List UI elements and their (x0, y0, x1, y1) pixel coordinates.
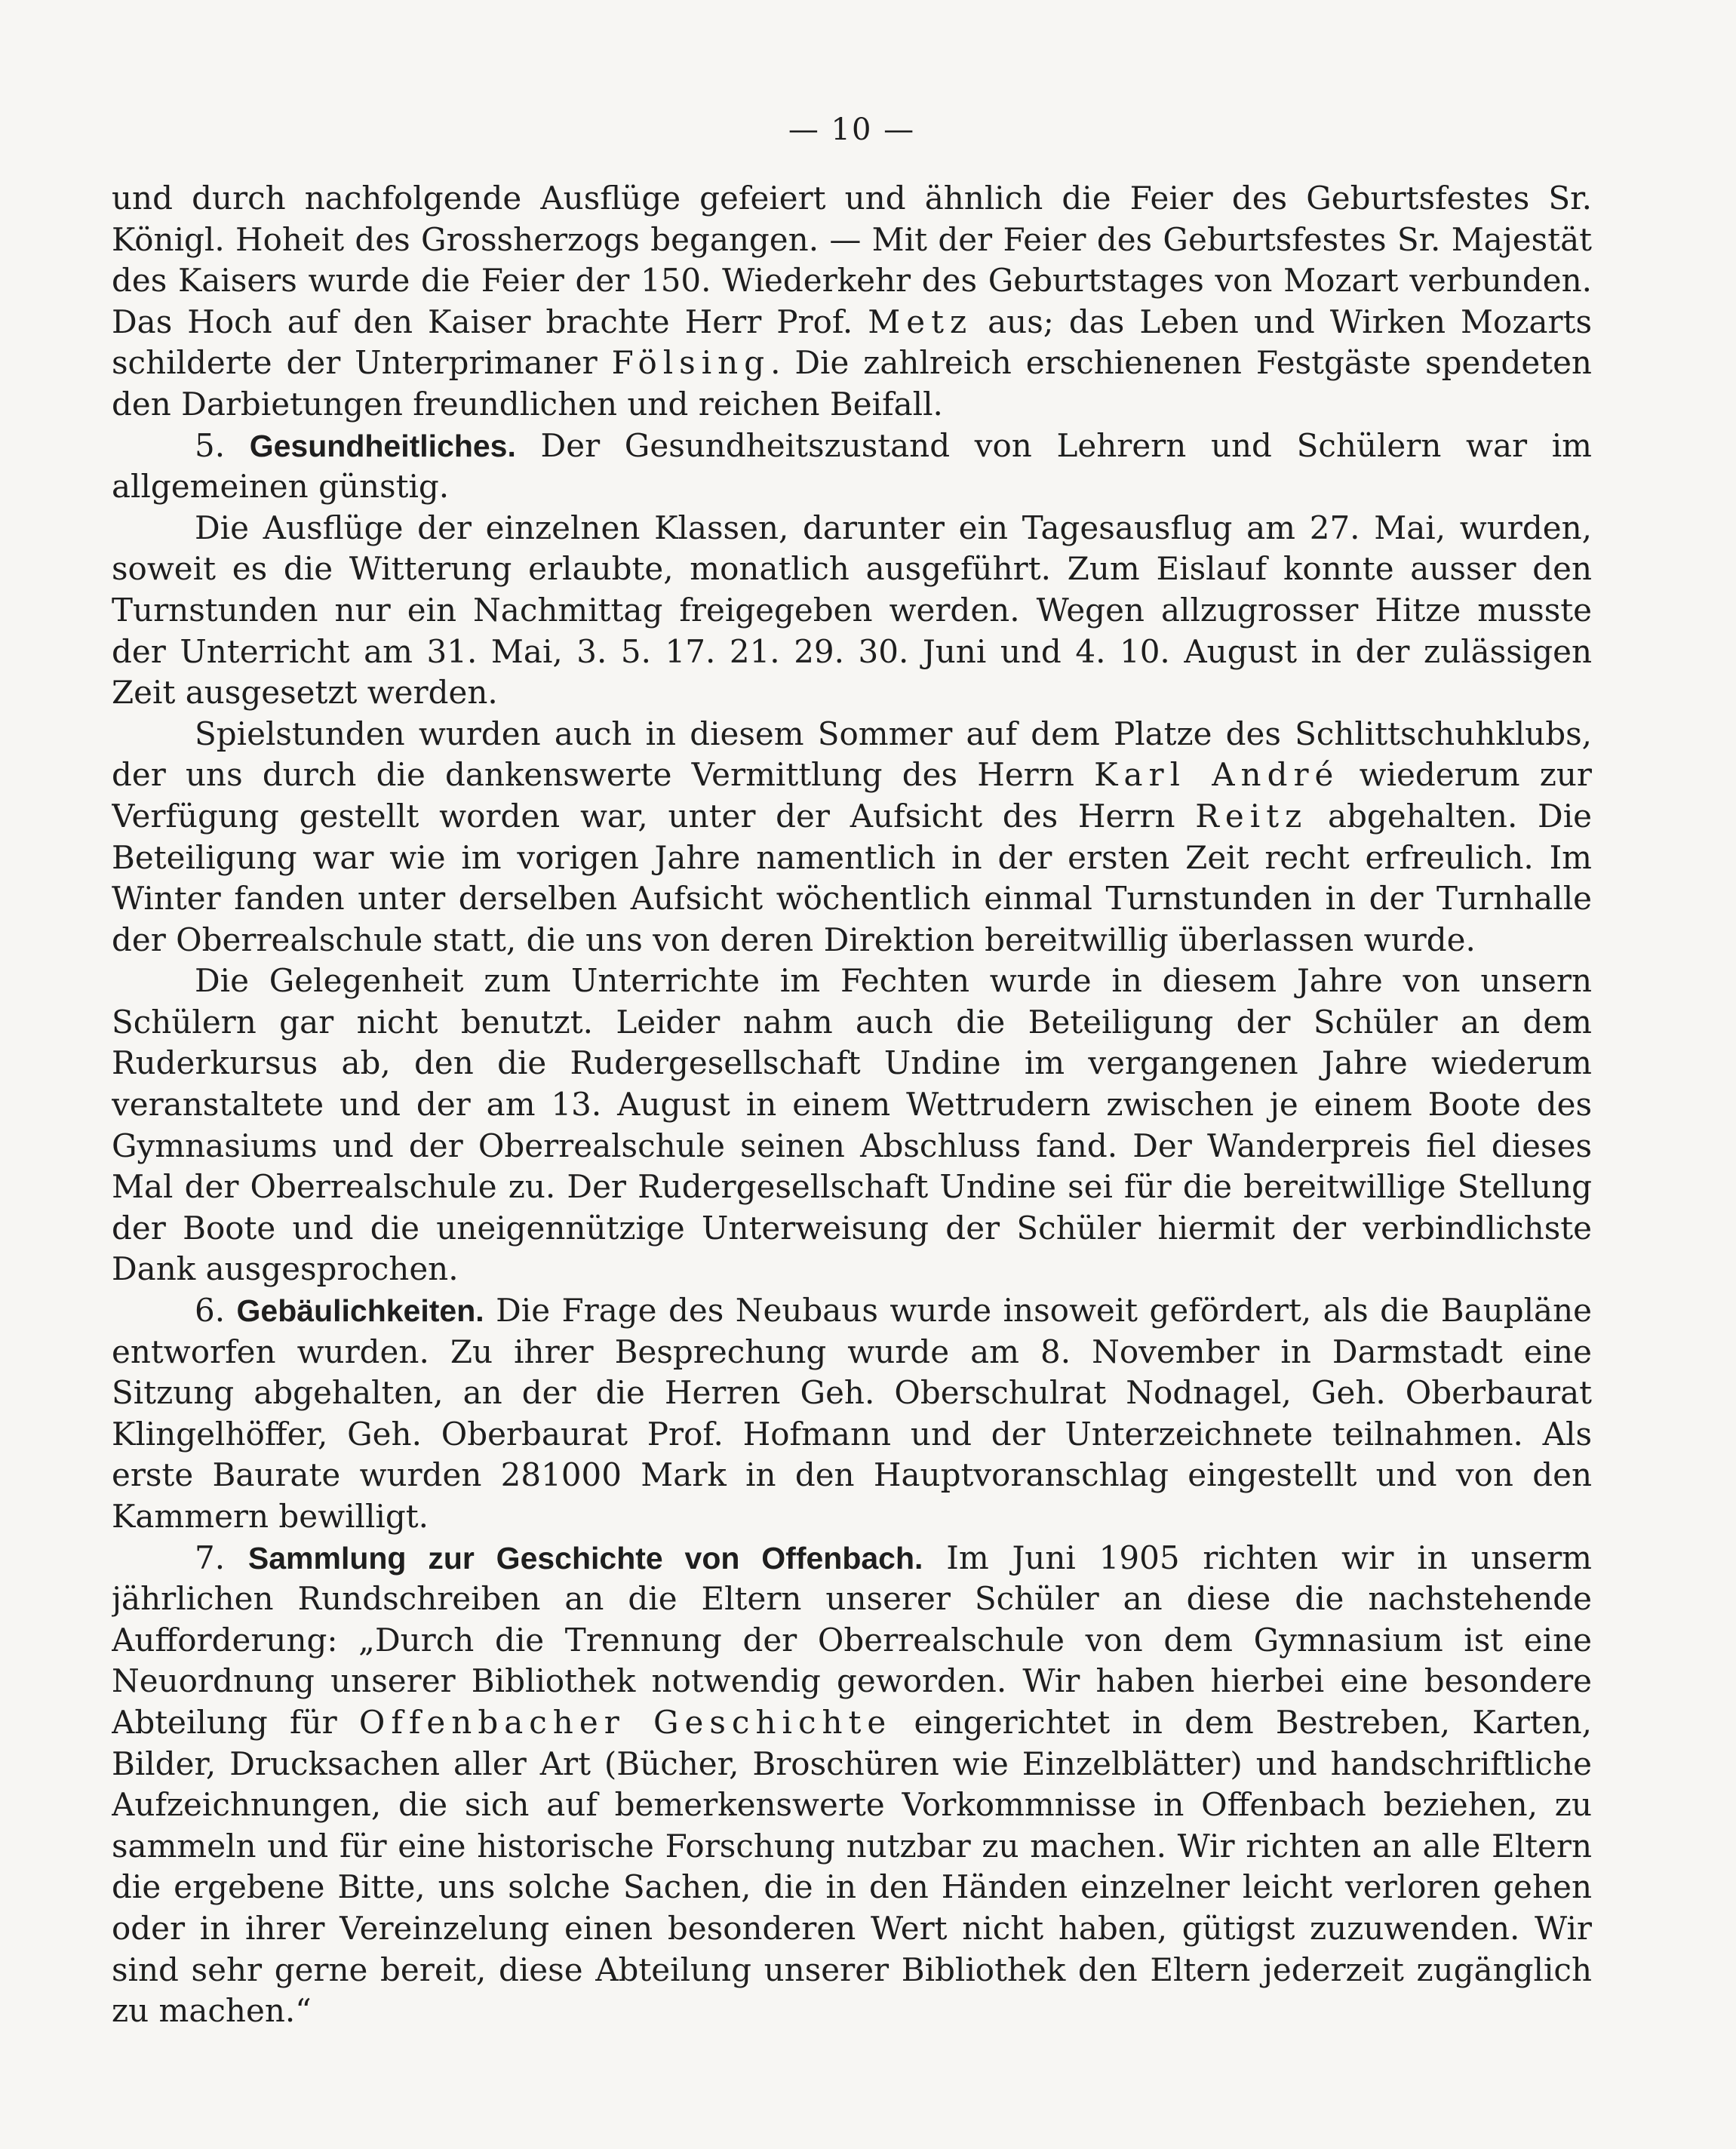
paragraph-excursions (112, 508, 1592, 714)
section-number: 5. (195, 426, 226, 464)
person-name-reitz: Reitz (1195, 797, 1308, 835)
text-segment: wiederum zur Verfügung gestellt worden war, unter der Aufsicht des Herrn (112, 756, 1592, 835)
section-number: 7. (195, 1539, 226, 1576)
text-segment: Die Frage des Neubaus wurde insoweit gefördert, als die Baupläne entworfen wurden. Zu ihrer Besprechung wurde am 8. November in Darmstadt eine Sitzung abgehalten, an der die Herren Geh. Oberschulrat Nodnagel, Geh. Oberbaurat Klingelhöffer, Geh. Oberbaurat Prof. Hofmann und der Unterzeichnete teilnahmen. Als erste Baurate wurden 281000 Mark in den Hauptvoranschlag eingestellt und von den Kammern bewilligt. (112, 1292, 1592, 1535)
person-name-metz: Metz (868, 303, 973, 340)
person-name-andre: Karl André (1094, 756, 1340, 794)
paragraph-playtime (112, 714, 1592, 961)
paragraph-health (112, 426, 1592, 508)
text-segment: . Die zahlreich erschienenen Festgäste spendeten den Darbietungen freundlichen und reichen Beifall. (112, 344, 1592, 423)
text-segment: Die Gelegenheit zum Unterrichte im Fechten wurde in diesem Jahre von unsern Schülern gar nicht benutzt. Leider nahm auch die Beteiligung der Schüler an dem Ruderkursus ab, den die Rudergesellschaft Undine im vergangenen Jahre wiederum veranstaltete und der am 13. August in einem Wettrudern zwischen je einem Boote des Gymnasiums und der Oberrealschule seinen Abschluss fand. Der Wanderpreis fiel dieses Mal der Oberrealschule zu. Der Rudergesellschaft Undine sei für die bereitwillige Stellung der Boote und die uneigennützige Unterweisung der Schüler hiermit der verbindlichste Dank ausgesprochen. (112, 962, 1592, 1288)
document-page (112, 112, 1592, 2043)
text-segment: aus; das Leben und Wirken Mozarts schilderte der Unterprimaner (112, 303, 1592, 382)
text-segment: und durch nachfolgende Ausflüge gefeiert und ähnlich die Feier des Geburtsfestes Sr. Königl. Hoheit des Grossherzogs begangen. — Mit der Feier des Geburtsfestes Sr. Majestät des Kaisers wurde die Feier der 150. Wiederkehr des Geburtstages von Mozart verbunden. Das Hoch auf den Kaiser brachte Herr Prof. (112, 180, 1592, 340)
paragraph-buildings (112, 1290, 1592, 1538)
spaced-term-offenbacher-geschichte: Offenbacher Geschichte (358, 1703, 893, 1741)
paragraph-fencing-rowing (112, 961, 1592, 1290)
text-segment: Spielstunden wurden auch in diesem Sommer auf dem Platze des Schlittschuhklubs, der uns durch die dankenswerte Vermittlung des Herrn (112, 715, 1592, 794)
text-segment: Die Ausflüge der einzelnen Klassen, darunter ein Tagesausflug am 27. Mai, wurden, soweit es die Witterung erlaubte, monatlich ausgeführt. Zum Eislauf konnte ausser den Turnstunden nur ein Nachmittag freigegeben werden. Wegen allzugrosser Hitze musste der Unterricht am 31. Mai, 3. 5. 17. 21. 29. 30. Juni und 4. 10. August in der zulässigen Zeit ausgesetzt werden. (112, 509, 1592, 712)
text-segment: Im Juni 1905 richten wir in unserm jährlichen Rundschreiben an die Eltern unserer Schüler an diese die nachstehende Aufforderung: „Durch die Trennung der Oberrealschule von dem Gymnasium ist eine Neuordnung unserer Bibliothek notwendig geworden. Wir haben hierbei eine besondere Abteilung für (112, 1539, 1592, 1741)
text-segment: eingerichtet in dem Bestreben, Karten, Bilder, Drucksachen aller Art (Bücher, Broschüren wie Einzelblätter) und handschriftliche Aufzeichnungen, die sich auf bemerkenswerte Vorkommnisse in Offenbach beziehen, zu sammeln und für eine historische Forschung nutzbar zu machen. Wir richten an alle Eltern die ergebene Bitte, uns solche Sachen, die in den Händen einzelner leicht verloren gehen oder in ihrer Vereinzelung einen besonderen Wert nicht haben, gütigst zuzuwenden. Wir sind sehr gerne bereit, diese Abteilung unserer Bibliothek den Eltern jederzeit zugänglich zu machen.“ (112, 1703, 1592, 2030)
section-heading-buildings: Gebäulichkeiten. (236, 1293, 484, 1329)
text-segment: Der Gesundheitszustand von Lehrern und Schülern war im allgemeinen günstig. (112, 426, 1592, 506)
page-number: — 10 — (788, 112, 916, 147)
paragraph-festivities (112, 178, 1592, 426)
paragraph-collection (112, 1538, 1592, 2032)
section-heading-collection: Sammlung zur Geschichte von Offenbach. (247, 1540, 923, 1576)
person-name-foelsing: Fölsing (611, 344, 771, 382)
section-number: 6. (195, 1292, 226, 1330)
text-segment: abgehalten. Die Beteiligung war wie im vorigen Jahre namentlich in der ersten Zeit recht erfreulich. Im Winter fanden unter derselben Aufsicht wöchentlich einmal Turnstunden in der Turnhalle der Oberrealschule statt, die uns von deren Direktion bereitwillig überlassen wurde. (112, 797, 1592, 958)
section-heading-health: Gesundheitliches. (249, 428, 516, 463)
